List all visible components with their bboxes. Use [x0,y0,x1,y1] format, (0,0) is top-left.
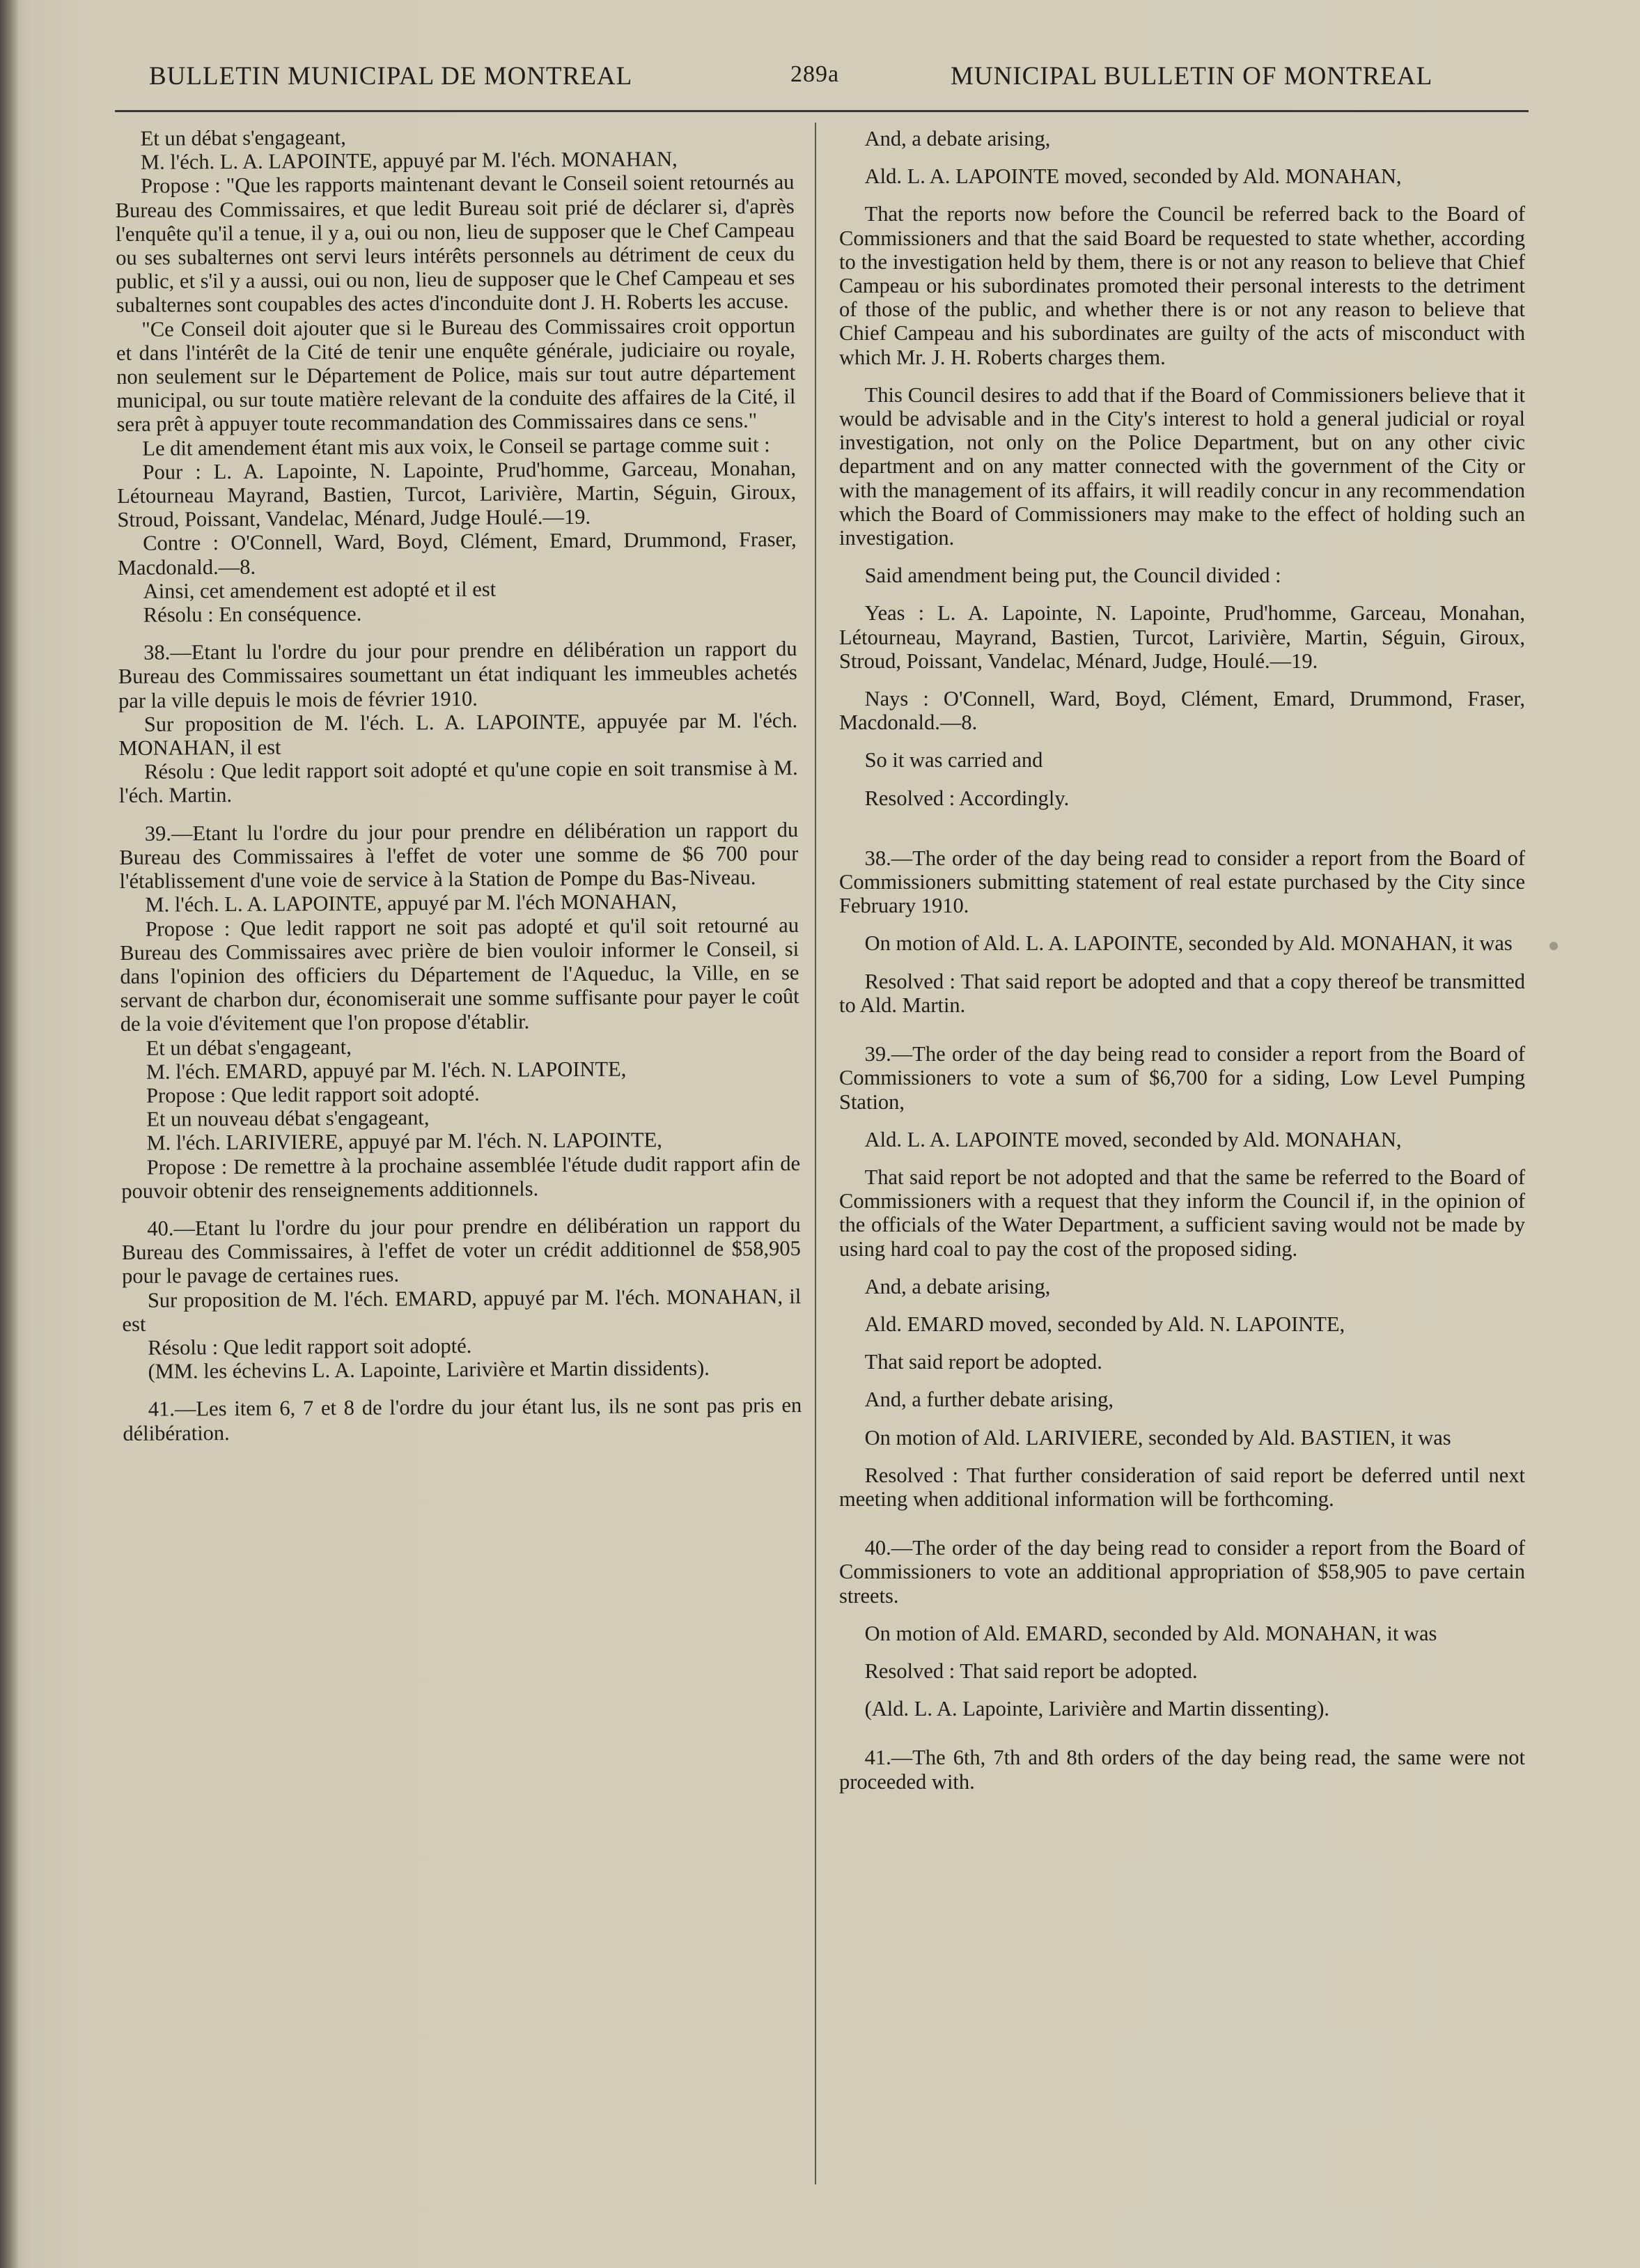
paragraph: Sur proposition de M. l'éch. EMARD, appuyé par M. l'éch. MONAHAN, il est [122,1284,802,1336]
paragraph: On motion of Ald. LARIVIERE, seconded by Ald. BASTIEN, it was [864,1425,1451,1450]
english-column [839,127,1525,1794]
paragraph: 40.—Etant lu l'ordre du jour pour prendre en délibération un rapport du Bureau des Commissaires, à l'effet de voter un crédit additionnel de $58,905 pour le pavage de certaines rues. [121,1212,801,1289]
paragraph: Resolved : That further consideration of said report be deferred until next meeting when additional information will be forthcoming. [839,1463,1525,1511]
header-rule [115,110,1529,112]
page-binding-shadow [0,0,18,2268]
paragraph: 41.—Les item 6, 7 et 8 de l'ordre du jour étant lus, ils ne sont pas pris en délibération. [123,1393,802,1445]
paragraph: Contre : O'Connell, Ward, Boyd, Clément, Emard, Drummond, Fraser, Macdonald.—8. [117,527,797,580]
running-header [146,54,1504,103]
paragraph: Ald. EMARD moved, seconded by Ald. N. LAPOINTE, [864,1312,1345,1336]
paragraph: Résolu : Que ledit rapport soit adopté. [148,1333,472,1360]
paragraph: "Ce Conseil doit ajouter que si le Bureau des Commissaires croit opportun et dans l'intérêt de la Cité de tenir une enquête générale, judiciaire ou royale, non seulement sur le Département de Police, mais sur tout autre département municipal, ou sur toute matière relevant de la conduite des affaires de la Cité, il sera prêt à appuyer toute recommandation des Commissaires dans ce sens." [116,313,796,437]
paragraph: That said report be not adopted and that the same be referred to the Board of Commissioners with a request that they inform the Council if, in the opinion of the officials of the Water Department, a sufficient saving would not be made by using hard coal to pay the cost of the proposed siding. [839,1165,1525,1261]
paragraph: On motion of Ald. EMARD, seconded by Ald. MONAHAN, it was [864,1621,1437,1645]
paragraph: Et un débat s'engageant, [146,1034,352,1060]
french-column [115,123,802,1445]
column-divider [815,123,816,2184]
paragraph: Sur proposition de M. l'éch. L. A. LAPOINTE, appuyée par M. l'éch. MONAHAN, il est [118,708,798,761]
paragraph: Said amendment being put, the Council divided : [864,564,1281,588]
header-english-title: MUNICIPAL BULLETIN OF MONTREAL [951,62,1433,91]
paragraph: 41.—The 6th, 7th and 8th orders of the day being read, the same were not proceeded with. [839,1746,1525,1794]
paragraph: Nays : O'Connell, Ward, Boyd, Clément, Emard, Drummond, Fraser, Macdonald.—8. [839,687,1525,735]
paragraph: Resolved : That said report be adopted. [864,1659,1198,1683]
paragraph: On motion of Ald. L. A. LAPOINTE, seconded by Ald. MONAHAN, it was [864,931,1513,956]
header-french-title: BULLETIN MUNICIPAL DE MONTREAL [149,62,633,91]
page-number: 289a [790,61,840,87]
paragraph: Le dit amendement étant mis aux voix, le Conseil se partage comme suit : [142,432,770,460]
paragraph: M. l'éch. L. A. LAPOINTE, appuyé par M. l'éch. MONAHAN, [140,147,678,174]
paragraph: Résolu : Que ledit rapport soit adopté et qu'une copie en soit transmise à M. l'éch. Martin. [118,756,798,808]
paragraph: And, a debate arising, [864,127,1051,150]
paragraph: Et un nouveau débat s'engageant, [146,1105,430,1131]
paragraph: Resolved : That said report be adopted and that a copy thereof be transmitted to Ald. Martin. [839,969,1525,1017]
paragraph: That the reports now before the Council be referred back to the Board of Commissioners and that the said Board be requested to state whether, according to the investigation held by them, there is or not any reason to believe that Chief Campeau or his subordinates promoted their personal interests to the detriment of those of the public, and whether there is or not any reason to believe that Chief Campeau and his subordinates are guilty of the acts of misconduct with which Mr. J. H. Roberts charges them. [839,202,1525,369]
paragraph: M. l'éch. L. A. LAPOINTE, appuyé par M. l'éch MONAHAN, [145,890,677,917]
paragraph: And, a further debate arising, [864,1388,1114,1412]
paragraph: 40.—The order of the day being read to consider a report from the Board of Commissioners to vote an additional appropriation of $58,905 to pave certain streets. [839,1536,1525,1608]
paragraph: Resolved : Accordingly. [864,786,1070,810]
paragraph: Pour : L. A. Lapointe, N. Lapointe, Prud'homme, Garceau, Monahan, Létourneau Mayrand, Bastien, Turcot, Larivière, Martin, Séguin, Giroux, Stroud, Poissant, Vandelac, Ménard, Judge Houlé.—19. [117,456,797,532]
paragraph: Propose : Que ledit rapport ne soit pas adopté et qu'il soit retourné au Bureau des Commissaires avec prière de bien vouloir informer le Conseil, si dans l'opinion des officiers du Département de l'Aqueduc, la Ville, en se servant de charbon dur, économiserait une somme suffisante pour payer le coût de la voie d'évitement que l'on propose d'établir. [120,912,799,1036]
paragraph: (MM. les échevins L. A. Lapointe, Larivière et Martin dissidents). [148,1356,710,1383]
paragraph: Propose : De remettre à la prochaine assemblée l'étude dudit rapport afin de pouvoir obtenir des renseignements additionnels. [121,1151,801,1203]
paragraph: 39.—Etant lu l'ordre du jour pour prendre en délibération un rapport du Bureau des Commissaires à l'effet de voter une somme de $6 700 pour l'établissement d'une voie de service à la Station de Pompe du Bas-Niveau. [119,817,799,894]
paragraph: Yeas : L. A. Lapointe, N. Lapointe, Prud'homme, Garceau, Monahan, Létourneau, Mayrand, Bastien, Turcot, Larivière, Martin, Séguin, Giroux, Stroud, Poissant, Vandelac, Ménard, Judge, Houlé.—19. [839,601,1525,673]
paragraph: So it was carried and [864,748,1043,772]
paragraph: M. l'éch. EMARD, appuyé par M. l'éch. N. LAPOINTE, [146,1057,627,1084]
paragraph: Ainsi, cet amendement est adopté et il est [143,577,497,603]
paragraph: 38.—The order of the day being read to consider a report from the Board of Commissioners submitting statement of real estate purchased by the City since February 1910. [839,846,1525,918]
paragraph: Propose : Que ledit rapport soit adopté. [146,1081,480,1108]
paragraph: (Ald. L. A. Lapointe, Larivière and Martin dissenting). [864,1697,1330,1721]
paper-speck [1549,942,1558,950]
paragraph: 39.—The order of the day being read to consider a report from the Board of Commissioners to vote a sum of $6,700 for a siding, Low Level Pumping Station, [839,1042,1525,1114]
paragraph: Et un débat s'engageant, [140,125,346,150]
paragraph: M. l'éch. LARIVIERE, appuyé par M. l'éch. N. LAPOINTE, [146,1128,662,1156]
paragraph: Ald. L. A. LAPOINTE moved, seconded by Ald. MONAHAN, [864,1127,1402,1151]
paragraph: Résolu : En conséquence. [143,601,362,627]
paragraph: 38.—Etant lu l'ordre du jour pour prendre en délibération un rapport du Bureau des Commissaires soumettant un état indiquant les immeubles achetés par la ville depuis le mois de février 1910. [118,637,797,713]
paragraph: That said report be adopted. [864,1350,1102,1374]
paragraph: And, a debate arising, [864,1274,1051,1298]
paragraph: This Council desires to add that if the Board of Commissioners believe that it would be advisable and in the City's interest to hold a general judicial or royal investigation, not only on the Police Department, but on any other civic department and on any matter connected with the government of the City or with the management of its affairs, it will readily concur in any recommendation which the Board of Commissioners may make to the effect of holding such an investigation. [839,382,1525,550]
paragraph: Ald. L. A. LAPOINTE moved, seconded by Ald. MONAHAN, [864,164,1402,189]
paragraph: Propose : "Que les rapports maintenant devant le Conseil soient retournés au Bureau des Commissaires, et que ledit Bureau soit prié de déclarer si, d'après l'enquête qu'il a tenue, il y a, oui ou non, lieu de supposer que le Chef Campeau ou ses subalternes ont servi leurs intérêts personnels au détriment de ceux du public, et s'il y a aussi, oui ou non, lieu de supposer que le Chef Campeau et ses subalternes sont coupables des actes d'inconduite dont J. H. Roberts les accuse. [115,170,795,318]
